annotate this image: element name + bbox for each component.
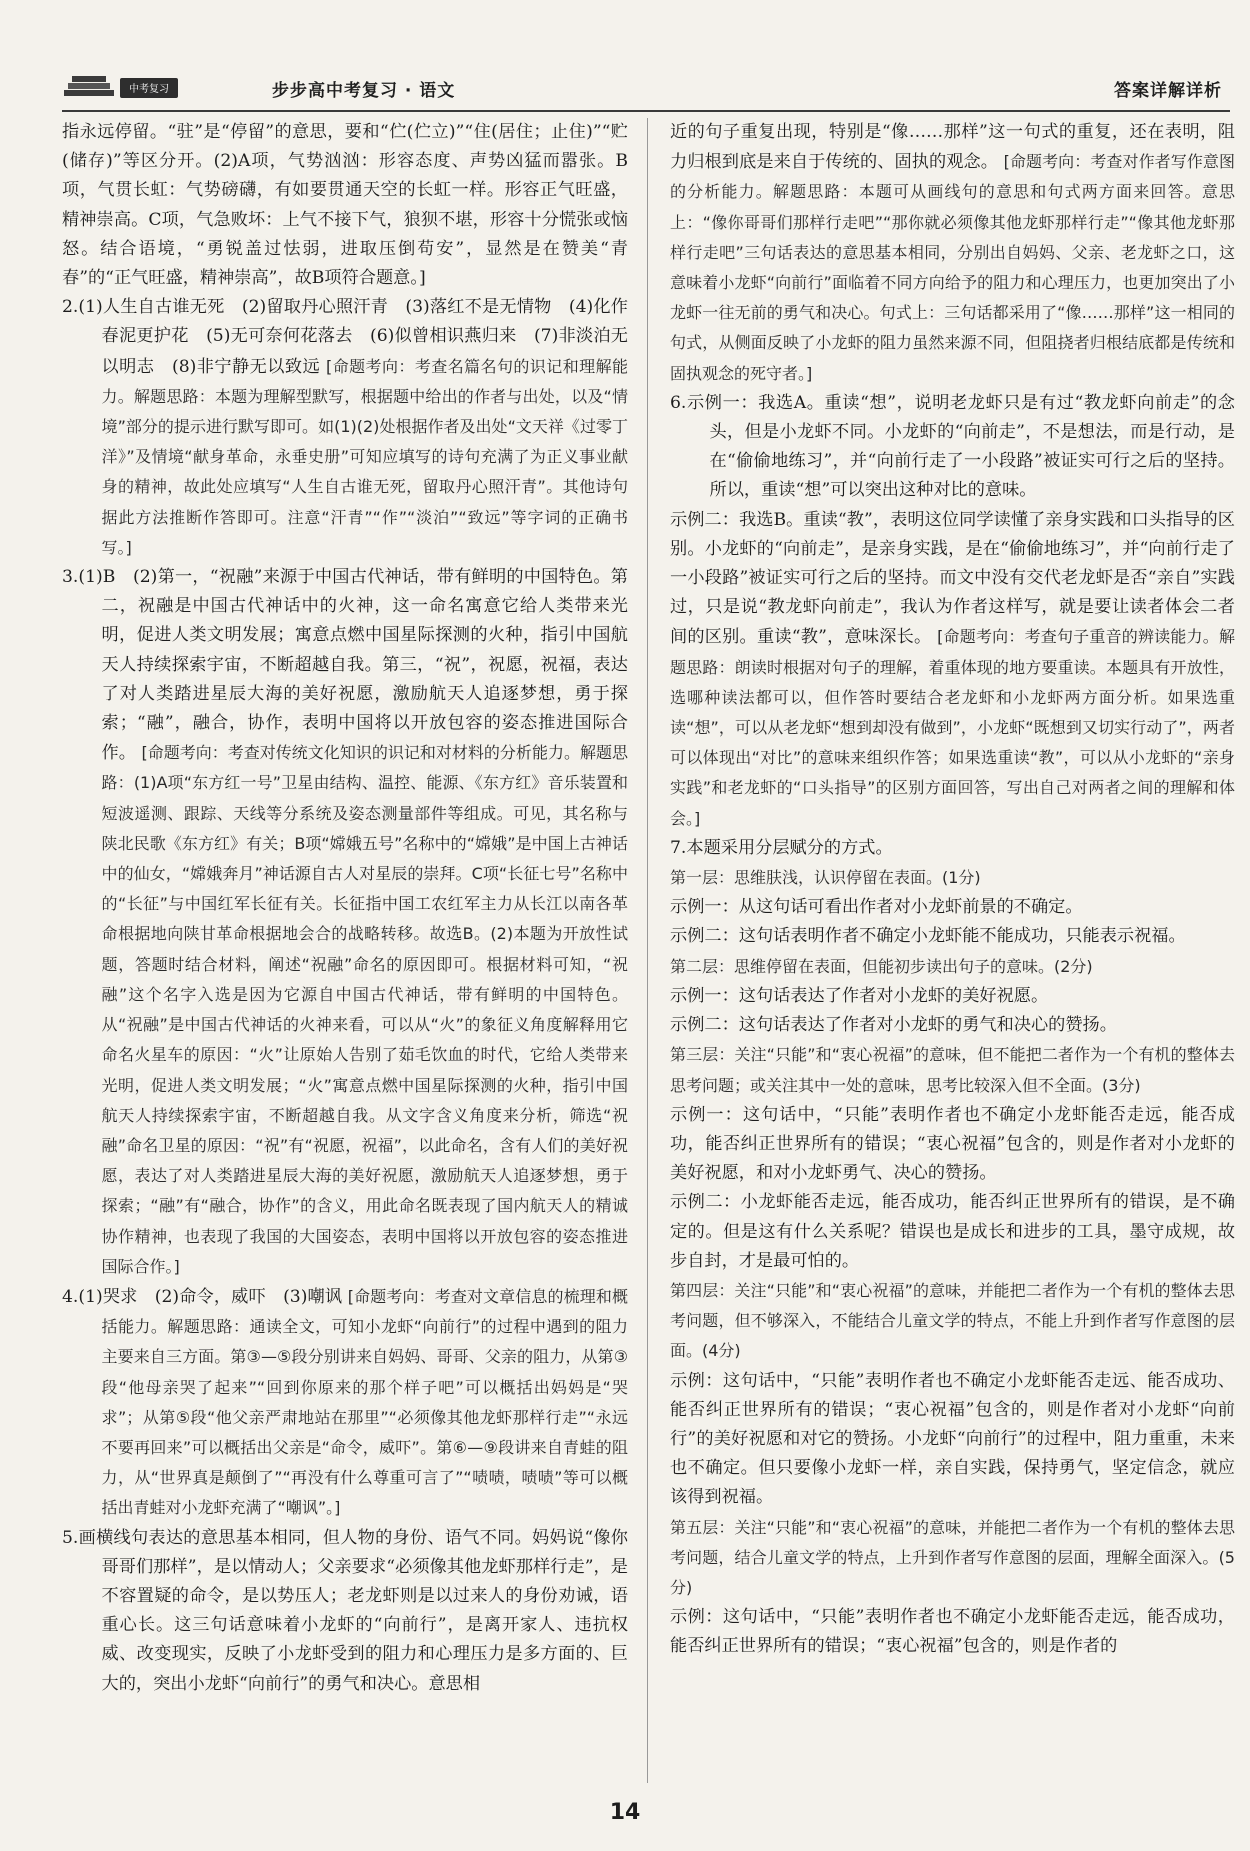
answer-paragraph xyxy=(670,1513,1235,1604)
answer-paragraph xyxy=(670,952,1235,982)
answer-text: 2.(1)人生自古谁无死 (2)留取丹心照汗青 (3)落红不是无情物 (4)化作春泥更护花 (5)无可奈何花落去 (6)似曾相识燕归来 (7)非淡泊无以明志 (8)非宁静无以致远 xyxy=(62,297,628,377)
answer-text: 示例二：小龙虾能否走远，能否成功，能否纠正世界所有的错误，是不确定的。但是这有什么关系呢？错误也是成长和进步的工具，墨守成规，故步自封，才是最可怕的。 xyxy=(670,1192,1235,1271)
answer-paragraph xyxy=(670,834,1235,863)
answer-text: 示例二：这句话表达了作者对小龙虾的勇气和决心的赞扬。 xyxy=(670,1015,1117,1036)
answer-text: 示例：这句话中，“只能”表明作者也不确定小龙虾能否走远，能否成功，能否纠正世界所有的错误；“衷心祝福”包含的，则是作者的 xyxy=(670,1607,1235,1657)
answer-paragraph xyxy=(670,1011,1235,1040)
answer-text: 3.(1)B (2)第一，“祝融”来源于中国古代神话，带有鲜明的中国特色。第二，祝融是中国古代神话中的火神，这一命名寓意它给人类带来光明，促进人类文明发展；寓意点燃中国星际探测的火种，指引中国航天人持续探索宇宙，不断超越自我。第三，“祝”，祝愿，祝福，表达了对人类踏进星辰大海的美好祝愿，激励航天人追逐梦想，勇于探索；“融”，融合，协作，表明中国将以开放包容的姿态推进国际合作。 xyxy=(62,567,628,764)
answer-paragraph xyxy=(62,118,628,293)
answer-text: 指永远停留。“驻”是“停留”的意思，要和“伫(伫立)”“住(居住；止住)”“贮(储存)”等区分开。(2)A项，气势汹汹：形容态度、声势凶猛而嚣张。B项，气贯长虹：气势磅礴，有如要贯通天空的长虹一样。形容正气旺盛，精神崇高。C项，气急败坏：上气不接下气，狼狈不堪，形容十分慌张或恼怒。结合语境，“勇锐盖过怯弱，进取压倒苟安”，显然是在赞美“青春”的“正气旺盛，精神崇高”，故B项符合题意。] xyxy=(62,122,628,289)
answer-text: 4.(1)哭求 (2)命令，威吓 (3)嘲讽 xyxy=(62,1286,343,1307)
page-number: 14 xyxy=(609,1800,641,1825)
section-title: 答案详解详析 xyxy=(1114,81,1222,101)
answer-paragraph xyxy=(670,863,1235,893)
book-title: 步步高中考复习 · 语文 xyxy=(272,81,456,101)
answer-paragraph xyxy=(670,506,1235,834)
left-column xyxy=(62,118,628,1699)
answer-text: 第一层：思维肤浅，认识停留在表面。(1分) xyxy=(670,868,981,888)
answer-paragraph xyxy=(670,1188,1235,1276)
answer-paragraph xyxy=(670,1367,1235,1513)
answer-paragraph xyxy=(62,293,628,563)
explanation-text: [命题考向：考查句子重音的辨读能力。解题思路：朗读时根据对句子的理解，着重体现的地方要重读。本题具有开放性，选哪种读法都可以，但作答时要结合老龙虾和小龙虾两方面分析。如果选重读“想”，可以从老龙虾“想到却没有做到”，小龙虾“既想到又切实行动了”，两者可以体现出“对比”的意味来组织作答；如果选重读“教”，可以从小龙虾的“亲身实践”和老龙虾的“口头指导”的区别方面回答，写出自己对两者之间的理解和体会。] xyxy=(670,627,1235,828)
answer-paragraph xyxy=(670,922,1235,951)
svg-text:中考复习: 中考复习 xyxy=(129,84,169,95)
answer-paragraph xyxy=(62,1524,628,1699)
answer-paragraph xyxy=(670,1276,1235,1367)
page-header xyxy=(62,66,1230,112)
answer-paragraph xyxy=(670,118,1235,389)
answer-text: 示例一：这句话中，“只能”表明作者也不确定小龙虾能否走远，能否成功，能否纠正世界所有的错误；“衷心祝福”包含的，则是作者对小龙虾的美好祝愿，和对小龙虾勇气、决心的赞扬。 xyxy=(670,1104,1235,1184)
answer-text: 示例一：从这句话可看出作者对小龙虾前景的不确定。 xyxy=(670,897,1083,918)
answer-text: 7.本题采用分层赋分的方式。 xyxy=(670,837,893,858)
explanation-text: [命题考向：考查对文章信息的梳理和概括能力。解题思路：通读全文，可知小龙虾“向前行”的过程中遇到的阻力主要来自三方面。第③—⑤段分别讲来自妈妈、哥哥、父亲的阻力，从第③段“他母亲哭了起来”“回到你原来的那个样子吧”可以概括出妈妈是“哭求”；从第⑤段“他父亲严肃地站在那里”“必须像其他龙虾那样行走”“永远不要再回来”可以概括出父亲是“命令，威吓”。第⑥—⑨段讲来自青蛙的阻力，从“世界真是颠倒了”“再没有什么尊重可言了”“啧啧，啧啧”等可以概括出青蛙对小龙虾充满了“嘲讽”。] xyxy=(101,1286,628,1518)
answer-text: 示例二：我选B。重读“教”，表明这位同学读懂了亲身实践和口头指导的区别。小龙虾的“向前走”，是亲身实践，是在“偷偷地练习”，并“向前行走了一小段路”被证实可行之后的坚持。而文中没有交代老龙虾是否“亲自”实践过，只是说“教龙虾向前走”，我认为作者这样写，就是要让读者体会二者间的区别。重读“教”，意味深长。 xyxy=(670,509,1235,648)
explanation-text: [命题考向：考查名篇名句的识记和理解能力。解题思路：本题为理解型默写，根据题中给出的作者与出处，以及“情境”部分的提示进行默写即可。如(1)(2)处根据作者及出处“文天祥《过零丁洋》”及情境“献身革命，永垂史册”可知应填写的诗句充满了为正义事业献身的精神，故此处应填写“人生自古谁无死，留取丹心照汗青”。其他诗句据此方法推断作答即可。注意“汗青”“作”“淡泊”“致远”等字词的正确书写。] xyxy=(101,356,629,557)
answer-text: 示例一：这句话表达了作者对小龙虾的美好祝愿。 xyxy=(670,985,1049,1006)
answer-text: 6.示例一：我选A。重读“想”，说明老龙虾只是有过“教龙虾向前走”的念头，但是小龙虾不同。小龙虾的“向前走”，不是想法，而是行动，是在“偷偷地练习”，并“向前行走了一小段路”被证实可行之后的坚持。所以，重读“想”可以突出这种对比的意味。 xyxy=(670,392,1235,501)
answer-text: 示例：这句话中，“只能”表明作者也不确定小龙虾能否走远、能否成功、能否纠正世界所有的错误；“衷心祝福”包含的，则是作者对小龙虾“向前行”的美好祝愿和对它的赞扬。小龙虾“向前行”的过程中，阻力重重，未来也不确定。但只要像小龙虾一样，亲自实践，保持勇气，坚定信念，就应该得到祝福。 xyxy=(670,1370,1235,1508)
answer-text: 示例二：这句话表明作者不确定小龙虾能不能成功，只能表示祝福。 xyxy=(670,926,1186,947)
answer-text: 第二层：思维停留在表面，但能初步读出句子的意味。(2分) xyxy=(670,956,1093,976)
explanation-text: [命题考向：考查对传统文化知识的识记和对材料的分析能力。解题思路：(1)A项“东方红一号”卫星由结构、温控、能源、《东方红》音乐装置和短波遥测、跟踪、天线等分系统及姿态测量部件等组成。可见，其名称与陕北民歌《东方红》有关；B项“嫦娥五号”名称中的“嫦娥”是中国上古神话中的仙女，“嫦娥奔月”神话源自古人对星辰的崇拜。C项“长征七号”名称中的“长征”与中国红军长征有关。长征指中国工农红军主力从长江以南各革命根据地向陕甘革命根据地会合的战略转移。故选B。(2)本题为开放性试题，答题时结合材料，阐述“祝融”命名的原因即可。根据材料可知，“祝融”这个名字入选是因为它源自中国古代神话，带有鲜明的中国特色。从“祝融”是中国古代神话的火神来看，可以从“火”的象征义角度解释用它命名火星车的原因：“火”让原始人告别了茹毛饮血的时代，它给人类带来光明，促进人类文明发展；“火”寓意点燃中国星际探测的火种，指引中国航天人持续探索宇宙，不断超越自我。从文字含义角度来分析，筛选“祝融”命名卫星的原因：“祝”有“祝愿，祝福”，以此命名，含有人们的美好祝愿，表达了对人类踏进星辰大海的美好祝愿，激励航天人追逐梦想，勇于探索；“融”有“融合，协作”的含义，用此命名既表现了国内航天人的精诚协作精神，也表现了我国的大国姿态，表明中国将以开放包容的姿态推进国际合作。] xyxy=(101,743,628,1276)
answer-text: 第四层：关注“只能”和“衷心祝福”的意味，并能把二者作为一个有机的整体去思考问题，但不够深入，不能结合儿童文学的特点，不能上升到作者写作意图的层面。(4分) xyxy=(670,1280,1235,1361)
column-divider xyxy=(647,118,648,1783)
answer-text: 5.画横线句表达的意思基本相同，但人物的身份、语气不同。妈妈说“像你哥哥们那样”，是以情动人；父亲要求“必须像其他龙虾那样行走”，是不容置疑的命令，是以势压人；老龙虾则是以过来人的身份劝诫，语重心长。这三句话意味着小龙虾的“向前行”，是离开家人、违抗权威、改变现实，反映了小龙虾受到的阻力和心理压力是多方面的、巨大的，突出小龙虾“向前行”的勇气和决心。意思相 xyxy=(62,1527,628,1694)
book-logo-icon xyxy=(62,70,180,104)
answer-paragraph xyxy=(670,1101,1235,1189)
answer-paragraph xyxy=(670,1603,1235,1661)
answer-paragraph xyxy=(670,893,1235,922)
answer-text: 近的句子重复出现，特别是“像……那样”这一句式的重复，还在表明，阻力归根到底是来自于传统的、固执的观念。 xyxy=(670,122,1235,173)
answer-paragraph xyxy=(62,1282,628,1524)
answer-paragraph xyxy=(670,1040,1235,1100)
answer-paragraph xyxy=(670,982,1235,1011)
answer-text: 第五层：关注“只能”和“衷心祝福”的意味，并能把二者作为一个有机的整体去思考问题，结合儿童文学的特点，上升到作者写作意图的层面，理解全面深入。(5分) xyxy=(670,1517,1235,1597)
answer-paragraph xyxy=(670,389,1235,506)
answer-text: 第三层：关注“只能”和“衷心祝福”的意味，但不能把二者作为一个有机的整体去思考问题；或关注其中一处的意味，思考比较深入但不全面。(3分) xyxy=(670,1045,1235,1095)
answer-paragraph xyxy=(62,563,628,1282)
right-column xyxy=(670,118,1235,1662)
explanation-text: [命题考向：考查对作者写作意图的分析能力。解题思路：本题可从画线句的意思和句式两方面来回答。意思上：“像你哥哥们那样行走吧”“那你就必须像其他龙虾那样行走”“像其他龙虾那样行走吧”三句话表达的意思基本相同，分别出自妈妈、父亲、老龙虾之口，这意味着小龙虾“向前行”面临着不同方向给予的阻力和心理压力，也更加突出了小龙虾一往无前的勇气和决心。句式上：三句话都采用了“像……那样”这一相同的句式，从侧面反映了小龙虾的阻力虽然来源不同，但阻挠者归根结底都是传统和固执观念的死守者。] xyxy=(670,152,1235,383)
